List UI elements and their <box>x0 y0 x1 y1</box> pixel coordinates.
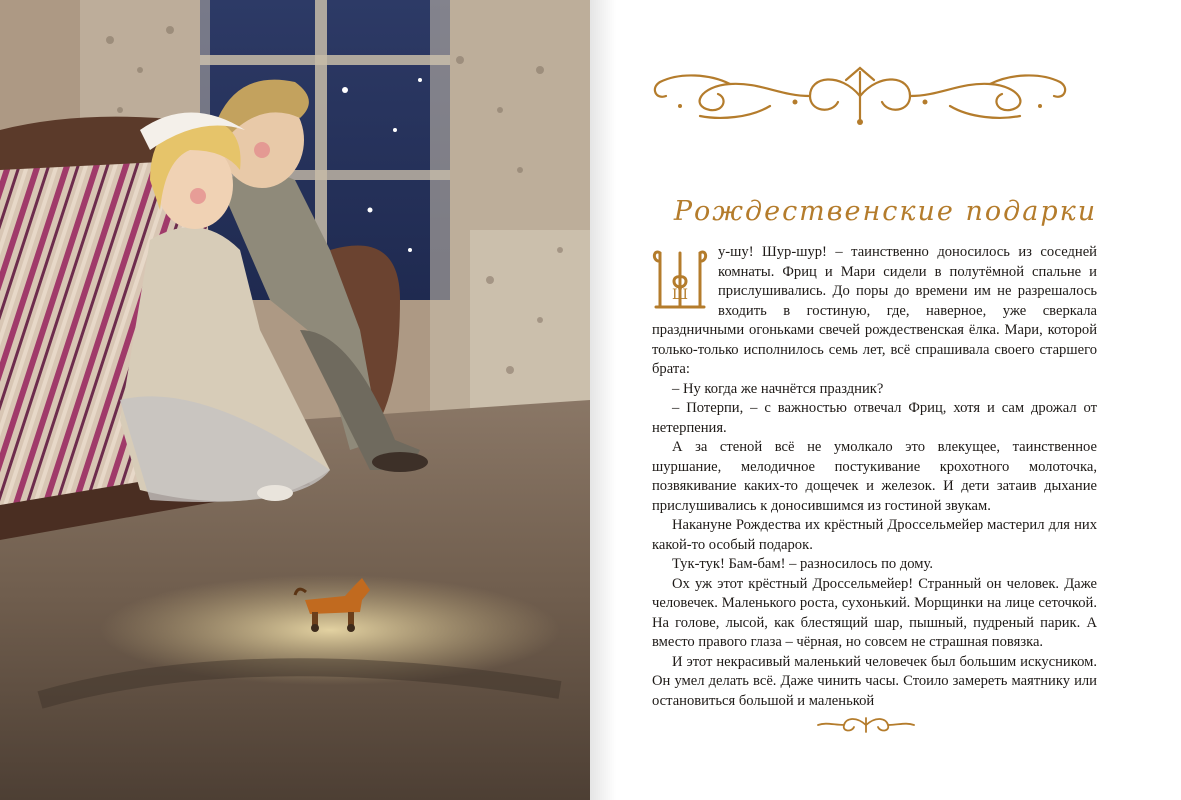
illustration-children-on-sofa <box>0 0 590 800</box>
paragraph: у-шу! Шур-шур! – таинственно доносилось из соседней комнаты. Фриц и Мари сидели в полутёмной спальне и прислушивались. До поры до времени им не разрешалось входить в гостиную, где, наверное, уже сверкала праздничными огоньками свечей рождественская ёлка. Мари, которой только-только исполнилось семь лет, всё спрашивала своего старшего брата: <box>652 244 1097 377</box>
drop-cap-letter: Ш <box>672 287 688 303</box>
paragraph: Ох уж этот крёстный Дроссельмейер! Странный он человек. Даже человечек. Маленького роста, сухонький. Морщинки на лице сеточкой. На голове, лысой, как блестящий шар, пышный, пудреный парик. А вместо правого глаза – чёрная, но совсем не страшная повязка. <box>652 575 1097 650</box>
paragraph: Накануне Рождества их крёстный Дроссельмейер мастерил для них какой-то особый подарок. <box>652 517 1097 553</box>
top-ornament-flourish-icon <box>650 62 1070 130</box>
chapter-body <box>652 243 1097 711</box>
paragraph: А за стеной всё не умолкало это влекущее, таинственное шуршание, мелодичное постукивание крохотного молоточка, позвякивание каких-то дощечек и железок. И дети затаив дыхание прислушивались к доносившимся из гостиной звукам. <box>652 439 1097 514</box>
paragraph: И этот некрасивый маленький человечек был большим искусником. Он умел делать всё. Даже чинить часы. Стоило замереть маятнику или остановиться большой и маленькой <box>652 653 1097 709</box>
bottom-ornament-flourish-icon <box>816 714 916 736</box>
paragraph: – Ну когда же начнётся праздник? <box>672 380 884 397</box>
gutter-shadow <box>590 0 616 800</box>
drop-cap-ornament-icon <box>652 247 708 313</box>
chapter-title: Рождественские подарки <box>673 196 1098 227</box>
illustration-artwork <box>0 0 590 800</box>
text-page <box>590 0 1181 800</box>
paragraph: Тук-тук! Бам-бам! – разносилось по дому. <box>672 556 933 572</box>
paragraph: – Потерпи, – с важностью отвечал Фриц, хотя и сам дрожал от нетерпения. <box>652 400 1097 436</box>
drop-cap <box>652 247 708 313</box>
